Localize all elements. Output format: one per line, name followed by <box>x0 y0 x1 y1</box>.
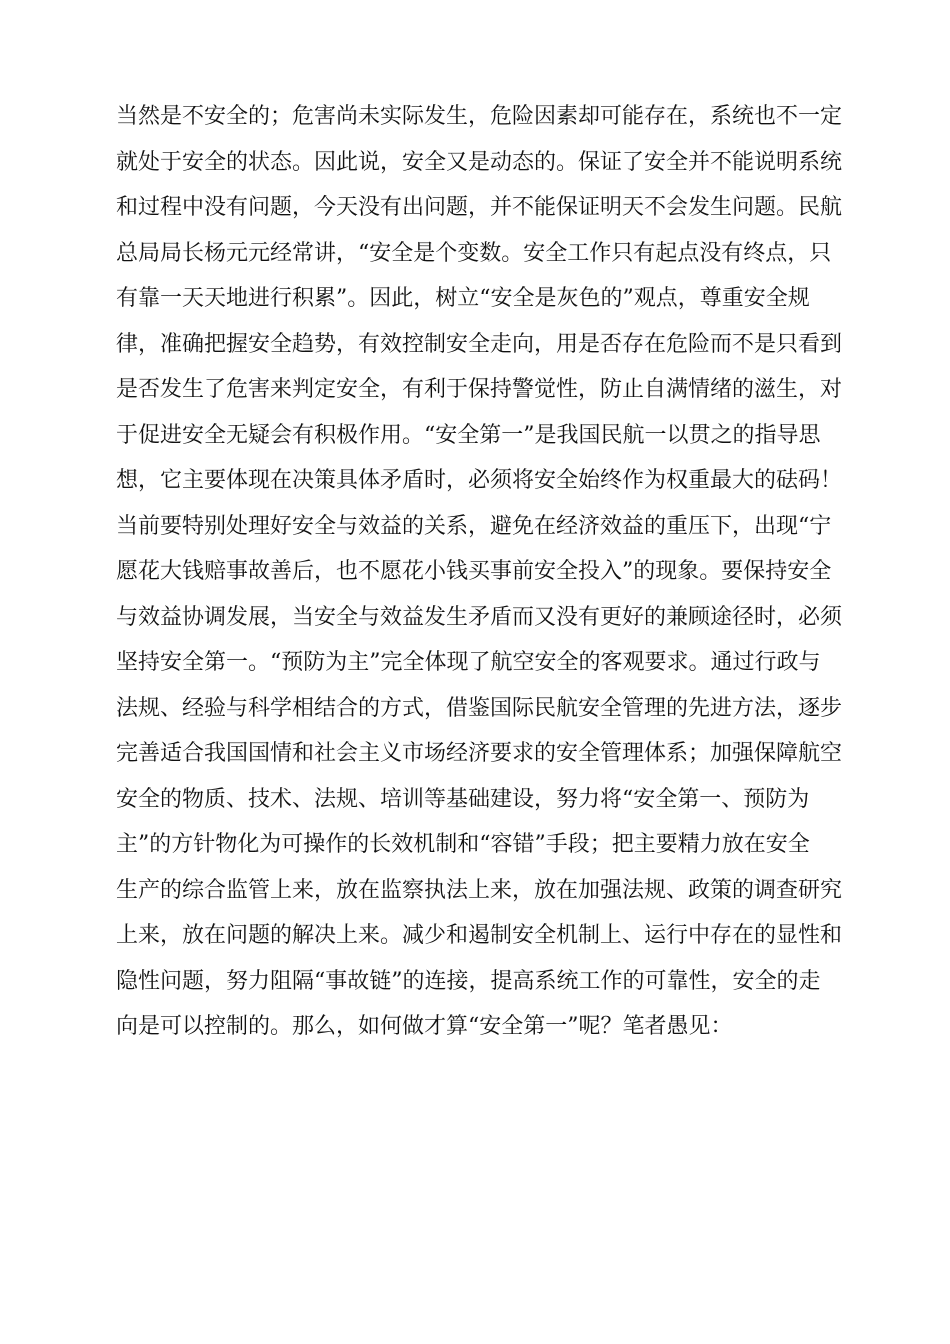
text-line: 完善适合我国国情和社会主义市场经济要求的安全管理体系；加强保障航空 <box>116 741 843 766</box>
text-line: 就处于安全的状态。因此说，安全又是动态的。保证了安全并不能说明系统 <box>116 149 843 175</box>
text-line: 法规、经验与科学相结合的方式，借鉴国际民航安全管理的先进方法，逐步 <box>116 695 843 721</box>
text-line: 是否发生了危害来判定安全，有利于保持警觉性，防止自满情绪的滋生，对 <box>116 377 843 402</box>
text-line: 主”的方针物化为可操作的长效机制和“容错”手段；把主要精力放在安全 <box>116 832 810 857</box>
text-line: 当然是不安全的；危害尚未实际发生，危险因素却可能存在，系统也不一定 <box>116 104 843 129</box>
text-line: 上来，放在问题的解决上来。减少和遏制安全机制上、运行中存在的显性和 <box>116 923 843 948</box>
text-line: 总局局长杨元元经常讲，“安全是个变数。安全工作只有起点没有终点，只 <box>116 240 832 266</box>
text-line: 向是可以控制的。那么，如何做才算“安全第一”呢？笔者愚见： <box>116 1014 733 1039</box>
text-line: 生产的综合监管上来，放在监察执法上来，放在加强法规、政策的调查研究 <box>116 877 843 903</box>
text-line: 愿花大钱赔事故善后，也不愿花小钱买事前安全投入”的现象。要保持安全 <box>116 559 832 584</box>
text-line: 与效益协调发展，当安全与效益发生矛盾而又没有更好的兼顾途径时，必须 <box>116 604 843 630</box>
text-line: 当前要特别处理好安全与效益的关系，避免在经济效益的重压下，出现“宁 <box>116 513 832 539</box>
text-line: 和过程中没有问题，今天没有出问题，并不能保证明天不会发生问题。民航 <box>116 195 843 220</box>
text-line: 于促进安全无疑会有积极作用。“安全第一”是我国民航一以贯之的指导思 <box>116 422 821 448</box>
text-line: 坚持安全第一。“预防为主”完全体现了航空安全的客观要求。通过行政与 <box>116 650 821 675</box>
text-line: 隐性问题，努力阻隔“事故链”的连接，提高系统工作的可靠性，安全的走 <box>116 968 821 994</box>
text-line: 安全的物质、技术、法规、培训等基础建设，努力将“安全第一、预防为 <box>116 786 810 812</box>
text-line: 律，准确把握安全趋势，有效控制安全走向，用是否存在危险而不是只看到 <box>116 331 843 357</box>
body-text <box>116 94 843 1050</box>
text-line: 想，它主要体现在决策具体矛盾时，必须将安全始终作为权重最大的砝码！ <box>116 468 843 493</box>
text-line: 有靠一天天地进行积累”。因此，树立“安全是灰色的”观点，尊重安全规 <box>116 286 810 311</box>
